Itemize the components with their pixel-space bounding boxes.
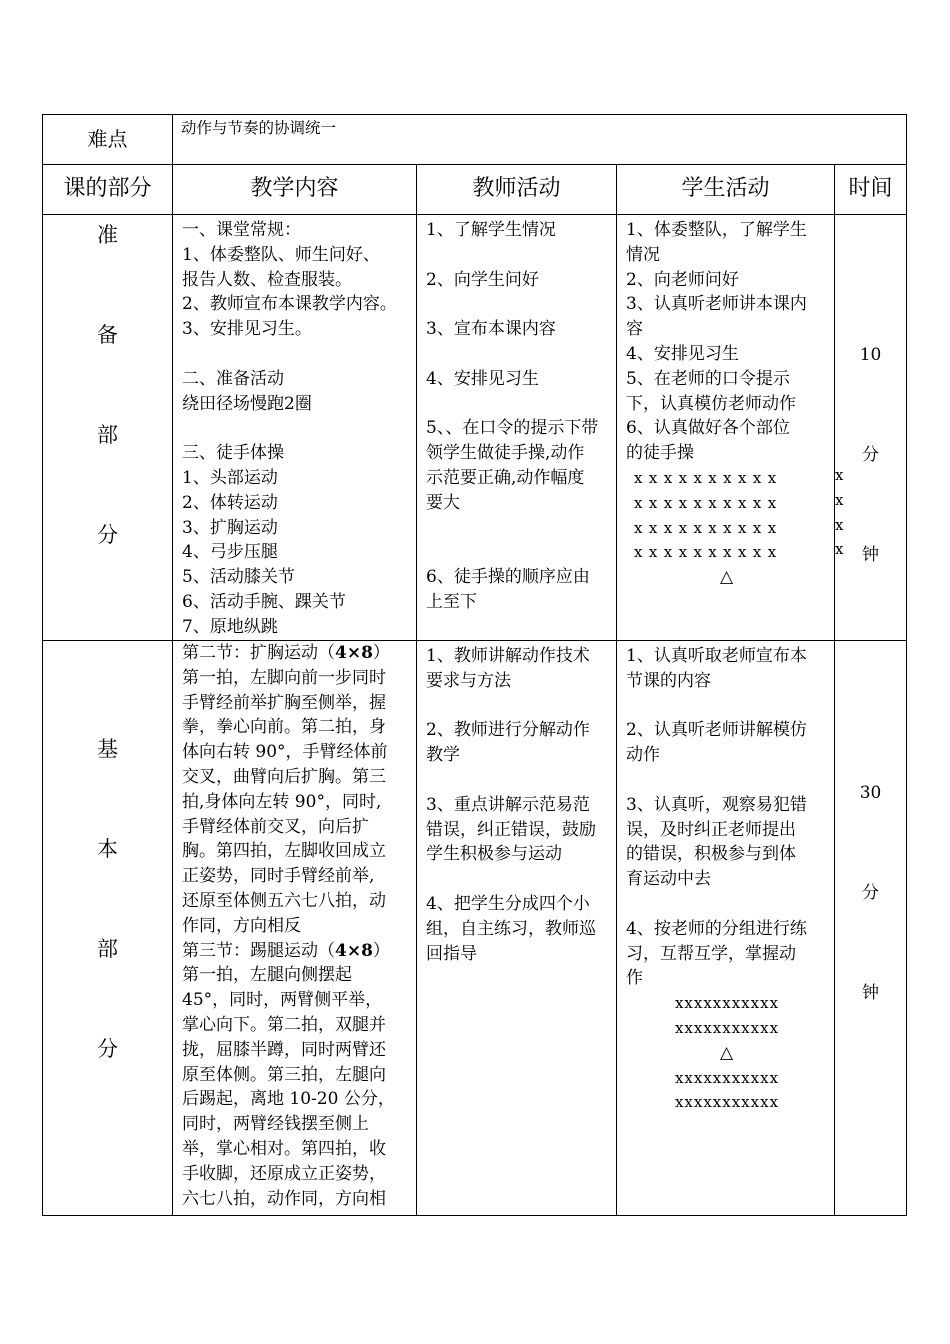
prep-row (43, 215, 907, 641)
prep-formation-row: xxxxxxxxxx (634, 543, 783, 562)
prep-content-line: 3、安排见习生。 (182, 319, 312, 340)
prep-time-minutes: 10 (859, 345, 882, 365)
prep-formation-row: xxxxxxxxxx (634, 518, 783, 537)
main-student-line (626, 768, 828, 793)
prep-teacher-line: 1、了解学生情况 (426, 220, 556, 240)
prep-student-line: 2、向老师问好 (626, 269, 739, 290)
prep-content-line: 1、头部运动 (182, 467, 278, 488)
header-content: 教学内容 (173, 165, 417, 215)
main-section-label (43, 641, 173, 1216)
lesson-plan-table (42, 114, 907, 1216)
prep-content-line: 三、徒手体操 (182, 443, 284, 464)
main-student-line (626, 892, 828, 917)
prep-content-line: 一、课堂常规： (182, 220, 301, 240)
main-student-line: 作 (626, 968, 643, 989)
main-content-line: 第一拍，左脚向前一步同时 (182, 667, 386, 688)
main-content-line: 45°，同时，两臂侧平举， (182, 990, 383, 1011)
main-content-line: 掌心向下。第二拍，双腿并 (182, 1014, 386, 1035)
prep-content (173, 215, 417, 641)
main-student-line: 3、认真听，观察易犯错 (626, 794, 807, 815)
prep-formation-row: xxxxxxxxxx (634, 493, 783, 512)
prep-char-1: 准 (97, 223, 118, 247)
main-content-line: 体向右转 90°，手臂经体前 (182, 742, 388, 763)
main-content-line: 同时，两臂经钱摆至侧上 (182, 1114, 369, 1135)
main-content-line: 作同，方向相反 (182, 915, 301, 936)
prep-teacher-line: 5、、在口令的提示下带 (426, 418, 599, 439)
prep-teacher-line: 领学生做徒手操,动作 (426, 443, 585, 464)
prep-teacher-line (426, 243, 610, 268)
header-time: 时间 (835, 165, 907, 215)
main-teacher-line: 学生积极参与运动 (426, 844, 562, 865)
prep-time-unit-2: 钟 (862, 544, 879, 565)
prep-teacher-line (426, 342, 610, 367)
main-student-line: 习，互帮互学，掌握动 (626, 943, 796, 964)
main-content (173, 641, 417, 1216)
prep-char-3: 部 (97, 423, 118, 447)
prep-student-activity (617, 215, 835, 641)
prep-content-line: 6、活动手腕、踝关节 (182, 591, 346, 612)
main-content-line: 后踢起，离地 10-20 公分， (182, 1089, 395, 1110)
main-content-line: 正姿势，同时手臂经前举, (182, 866, 375, 887)
main-teacher-line: 错误，纠正错误，鼓励 (426, 819, 596, 840)
prep-student-line: 4、安排见习生 (626, 343, 739, 364)
main-char-4: 分 (97, 1037, 118, 1061)
main-time-unit-1: 分 (862, 882, 879, 903)
prep-content-line: 2、体转运动 (182, 492, 278, 513)
main-teacher-line (426, 768, 610, 793)
prep-teacher-line: 要大 (426, 492, 460, 513)
main-content-line: 手收脚，还原成立正姿势， (182, 1163, 386, 1184)
main-time (835, 641, 907, 1216)
header-teacher: 教师活动 (417, 165, 617, 215)
prep-formation-overflow-x: x (835, 515, 844, 534)
main-content-line: 手臂经前举扩胸至侧举，握 (182, 692, 386, 713)
prep-char-4: 分 (97, 523, 118, 547)
prep-formation-overflow-x: x (835, 540, 844, 559)
prep-student-line: 容 (626, 319, 643, 340)
prep-section-label (43, 215, 173, 641)
main-content-line: 拳，拳心向前。第二拍，身 (182, 717, 386, 738)
main-content-title-2: 第三节：踢腿运动（4×8） (182, 940, 390, 961)
main-teacher-line (426, 694, 610, 719)
main-teacher-activity (417, 641, 617, 1216)
prep-teacher-line: 示范要正确,动作幅度 (426, 467, 585, 488)
prep-time-unit-1: 分 (862, 444, 879, 465)
prep-content-line: 5、活动膝关节 (182, 567, 295, 588)
main-formation-row: xxxxxxxxxxx (674, 994, 780, 1013)
main-time-minutes: 30 (859, 783, 882, 803)
prep-teacher-line: 6、徒手操的顺序应由 (426, 567, 590, 588)
teacher-position-marker: △ (719, 1042, 735, 1063)
prep-content-line (182, 416, 410, 441)
prep-teacher-line (426, 392, 610, 417)
header-section: 课的部分 (43, 165, 173, 215)
main-content-line: 六七八拍，动作同，方向相 (182, 1188, 386, 1209)
main-student-line: 动作 (626, 745, 660, 766)
main-content-line: 还原至体侧五六七八拍，动 (182, 890, 386, 911)
main-content-line: 拢，屈膝半蹲，同时两臂还 (182, 1039, 386, 1060)
prep-content-line: 7、原地纵跳 (182, 616, 278, 637)
main-time-unit-2: 钟 (862, 982, 879, 1003)
main-char-2: 本 (97, 837, 118, 861)
prep-student-line: 下，认真模仿老师动作 (626, 393, 796, 414)
main-content-line: 第一拍，左腿向侧摆起 (182, 965, 352, 986)
difficulty-text: 动作与节奏的协调统一 (173, 115, 907, 165)
prep-content-line (182, 342, 410, 367)
main-student-line: 1、认真听取老师宣布本 (626, 646, 807, 666)
main-char-3: 部 (97, 937, 118, 961)
main-teacher-line: 回指导 (426, 943, 477, 964)
main-teacher-line: 教学 (426, 745, 460, 766)
main-student-line: 育运动中去 (626, 869, 711, 890)
prep-student-line: 情况 (626, 244, 660, 265)
main-teacher-line: 要求与方法 (426, 670, 511, 691)
main-char-1: 基 (97, 737, 118, 761)
main-student-activity (617, 641, 835, 1216)
prep-content-line: 二、准备活动 (182, 368, 284, 389)
main-teacher-line: 组，自主练习，教师巡 (426, 918, 596, 939)
prep-student-line: 3、认真听老师讲本课内 (626, 294, 807, 315)
prep-teacher-line (426, 540, 610, 565)
main-content-title-1: 第二节：扩胸运动（4×8） (182, 643, 390, 663)
main-formation-row: xxxxxxxxxxx (674, 1068, 780, 1087)
teacher-position-marker: △ (719, 567, 735, 588)
difficulty-label: 难点 (43, 115, 173, 165)
main-teacher-line: 3、重点讲解示范易范 (426, 794, 590, 815)
prep-student-line: 5、在老师的口令提示 (626, 368, 790, 389)
prep-content-line: 2、教师宣布本课教学内容。 (182, 294, 397, 315)
prep-content-line: 4、弓步压腿 (182, 542, 278, 563)
prep-student-line: 6、认真做好各个部位 (626, 418, 790, 439)
prep-formation-overflow-x: x (835, 466, 844, 484)
main-content-line: 交叉，曲臂向后扩胸。第三 (182, 766, 386, 787)
main-student-line: 2、认真听老师讲解模仿 (626, 720, 807, 741)
main-student-line: 误，及时纠正老师提出 (626, 819, 796, 840)
prep-student-line: 的徒手操 (626, 443, 694, 464)
main-row (43, 641, 907, 1216)
main-teacher-line: 2、教师进行分解动作 (426, 720, 590, 741)
prep-teacher-line: 3、宣布本课内容 (426, 319, 556, 340)
prep-teacher-line: 2、向学生问好 (426, 269, 539, 290)
main-content-line: 原至体侧。第三拍，左腿向 (182, 1064, 386, 1085)
main-teacher-line: 4、把学生分成四个小 (426, 893, 590, 914)
header-student: 学生活动 (617, 165, 835, 215)
main-content-line: 胸。第四拍，左脚收回成立 (182, 841, 386, 862)
prep-char-2: 备 (97, 323, 118, 347)
main-formation-row: xxxxxxxxxxx (674, 1093, 780, 1112)
main-formation-row: xxxxxxxxxxx (674, 1018, 780, 1037)
prep-content-line: 3、扩胸运动 (182, 517, 278, 538)
main-content-line: 举，掌心相对。第四拍，收 (182, 1138, 386, 1159)
prep-teacher-line: 上至下 (426, 591, 477, 612)
prep-formation-row: xxxxxxxxxx (634, 468, 783, 487)
main-teacher-line: 1、教师讲解动作技术 (426, 646, 590, 666)
prep-content-line: 绕田径场慢跑2圈 (182, 393, 312, 414)
prep-time (835, 215, 907, 641)
prep-teacher-line (426, 292, 610, 317)
prep-teacher-line (426, 516, 610, 541)
main-teacher-line (426, 867, 610, 892)
prep-content-line: 报告人数、检查服装。 (182, 269, 352, 290)
difficulty-row (43, 115, 907, 165)
prep-content-line: 1、体委整队、师生问好、 (182, 244, 380, 265)
main-content-line: 拍,身体向左转 90°，同时, (182, 791, 382, 812)
main-student-line: 的错误，积极参与到体 (626, 844, 796, 865)
main-student-line: 4、按老师的分组进行练 (626, 918, 807, 939)
main-student-line (626, 694, 828, 719)
main-content-line: 手臂经体前交叉，向后扩 (182, 816, 369, 837)
main-student-line: 节课的内容 (626, 670, 711, 691)
prep-formation-overflow-x: x (835, 490, 844, 509)
prep-teacher-line: 4、安排见习生 (426, 368, 539, 389)
prep-formation-overflow (835, 463, 843, 562)
header-row (43, 165, 907, 215)
prep-teacher-activity (417, 215, 617, 641)
prep-student-line: 1、体委整队，了解学生 (626, 220, 807, 240)
